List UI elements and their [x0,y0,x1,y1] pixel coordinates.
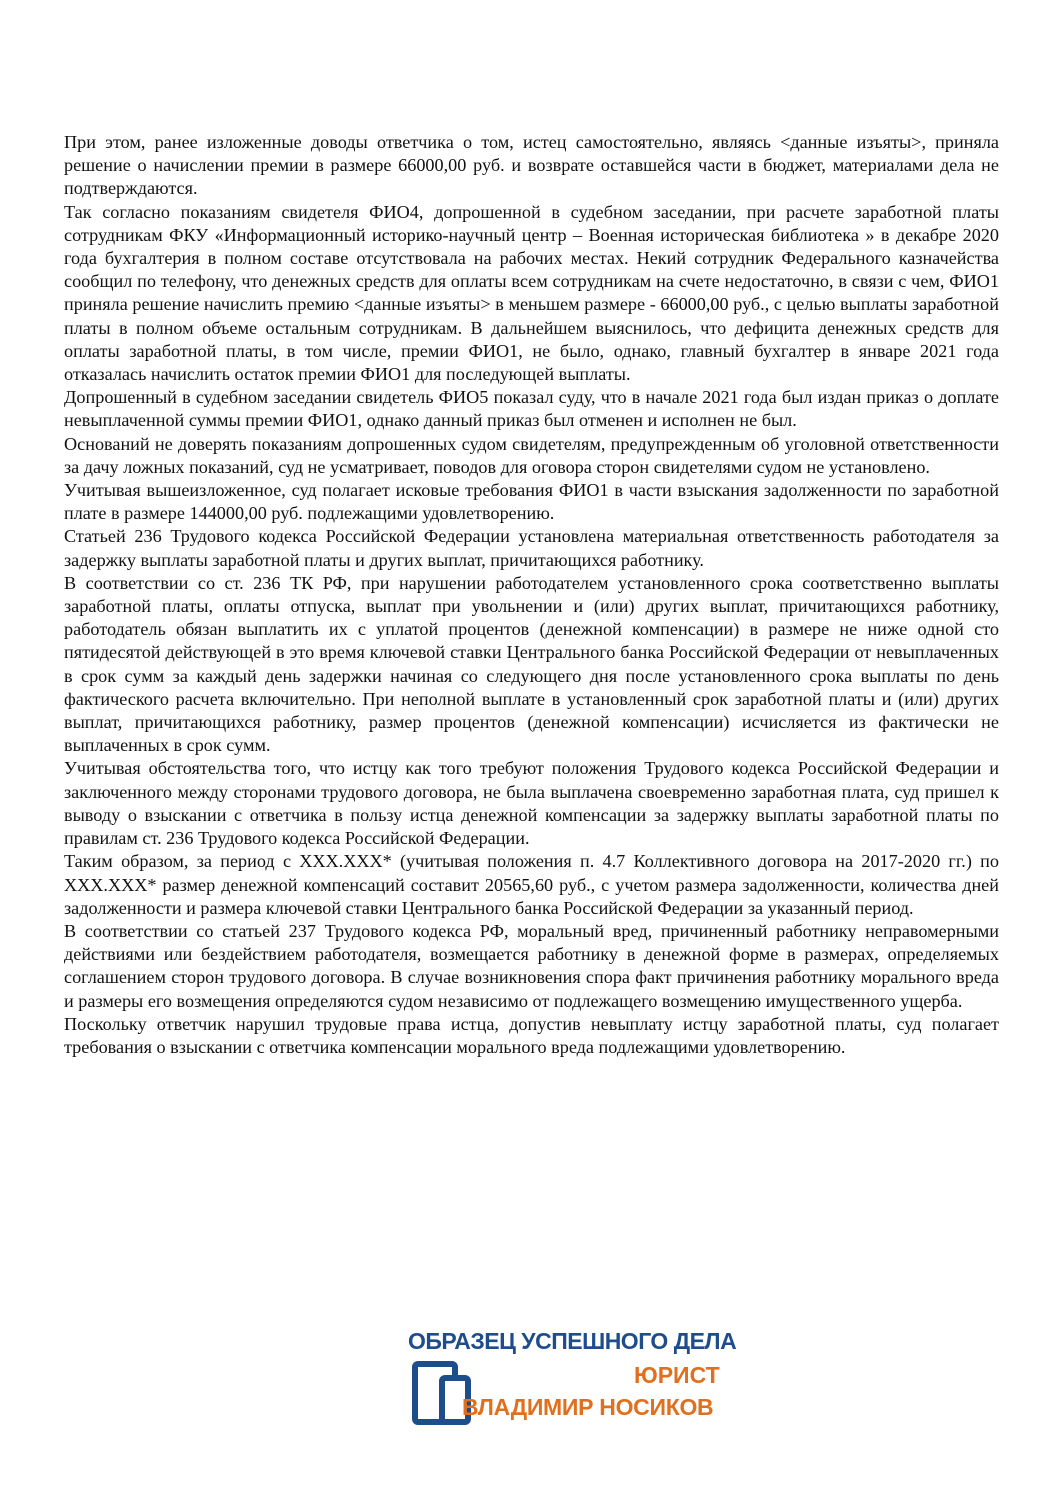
paragraph-8: Учитывая обстоятельства того, что истцу как того требуют положения Трудового кодекса Российской Федерации и заключенного между сторонами трудового договора, не была выплачена своевременно заработная плата, суд пришел к выводу о взыскании с ответчика в пользу истца денежной компенсации за задержку выплаты заработной платы по правилам ст. 236 Трудового кодекса Российской Федерации. [64,758,999,849]
paragraph-11: Поскольку ответчик нарушил трудовые права истца, допустив невыплату истцу заработной платы, суд полагает требования о взыскании с ответчика компенсации морального вреда подлежащими удовлетворению. [64,1013,999,1057]
paragraph-9: Таким образом, за период с XXX.XXX* (учитывая положения п. 4.7 Коллективного договора на 2017-2020 гг.) по XXX.XXX* размер денежной компенсаций составит 20565,60 руб., с учетом размера задолженности, количества дней задолженности и размера ключевой ставки Центрального банка Российской Федерации за указанный период. [64,851,999,918]
paragraph-1: При этом, ранее изложенные доводы ответчика о том, истец самостоятельно, являясь <данные изъяты>, приняла решение о начислении премии в размере 66000,00 руб. и возврате оставшейся части в бюджет, материалами дела не подтверждаются. [64,132,999,199]
paragraph-6: Статьей 236 Трудового кодекса Российской Федерации установлена материальная ответственность работодателя за задержку выплаты заработной платы и других выплат, причитающихся работнику. [64,526,999,570]
paragraph-5: Учитывая вышеизложенное, суд полагает исковые требования ФИО1 в части взыскания задолженности по заработной плате в размере 144000,00 руб. подлежащими удовлетворению. [64,480,999,524]
document-body [64,131,999,1059]
paragraph-4: Оснований не доверять показаниям допрошенных судом свидетелям, предупрежденным об уголовной ответственности за дачу ложных показаний, суд не усматривает, поводов для оговора сторон свидетелями судом не установлено. [64,433,999,477]
paragraph-2: Так согласно показаниям свидетеля ФИО4, допрошенной в судебном заседании, при расчете заработной платы сотрудникам ФКУ «Информационный историко-научный центр – Военная историческая библиотека » в декабре 2020 года бухгалтерия в полном составе отсутствовала на рабочих местах. Некий сотрудник Федерального казначейства сообщил по телефону, что денежных средств для оплаты всем сотрудникам на счете недостаточно, в связи с чем, ФИО1 приняла решение начислить премию <данные изъяты> в меньшем размере - 66000,00 руб., с целью выплаты заработной платы в полном объеме остальным сотрудникам. В дальнейшем выяснилось, что дефицита денежных средств для оплаты заработной платы, в том числе, премии ФИО1, не было, однако, главный бухгалтер в январе 2021 года отказалась начислить остаток премии ФИО1 для последующей выплаты. [64,201,999,385]
watermark-logo [406,1328,737,1433]
watermark-name: ВЛАДИМИР НОСИКОВ [462,1394,714,1420]
paragraph-10: В соответствии со статьей 237 Трудового кодекса РФ, моральный вред, причиненный работнику неправомерными действиями или бездействием работодателя, возмещается работнику в денежной форме в размерах, определяемых соглашением сторон трудового договора. В случае возникновения спора факт причинения работнику морального вреда и размеры его возмещения определяются судом независимо от подлежащего возмещению имущественного ущерба. [64,920,999,1011]
paragraph-3: Допрошенный в судебном заседании свидетель ФИО5 показал суду, что в начале 2021 года был издан приказ о доплате невыплаченной суммы премии ФИО1, однако данный приказ был отменен и исполнен не был. [64,387,999,431]
watermark-role: ЮРИСТ [634,1362,720,1388]
paragraph-7: В соответствии со ст. 236 ТК РФ, при нарушении работодателем установленного срока соответственно выплаты заработной платы, оплаты отпуска, выплат при увольнении и (или) других выплат, причитающихся работнику, работодатель обязан выплатить их с уплатой процентов (денежной компенсации) в размере не ниже одной сто пятидесятой действующей в это время ключевой ставки Центрального банка Российской Федерации от невыплаченных в срок сумм за каждый день задержки начиная со следующего дня после установленного срока выплаты по день фактического расчета включительно. При неполной выплате в установленный срок заработной платы и (или) других выплат, причитающихся работнику, размер процентов (денежной компенсации) исчисляется из фактически не выплаченных в срок сумм. [64,572,999,756]
watermark-title: ОБРАЗЕЦ УСПЕШНОГО ДЕЛА [408,1328,737,1354]
